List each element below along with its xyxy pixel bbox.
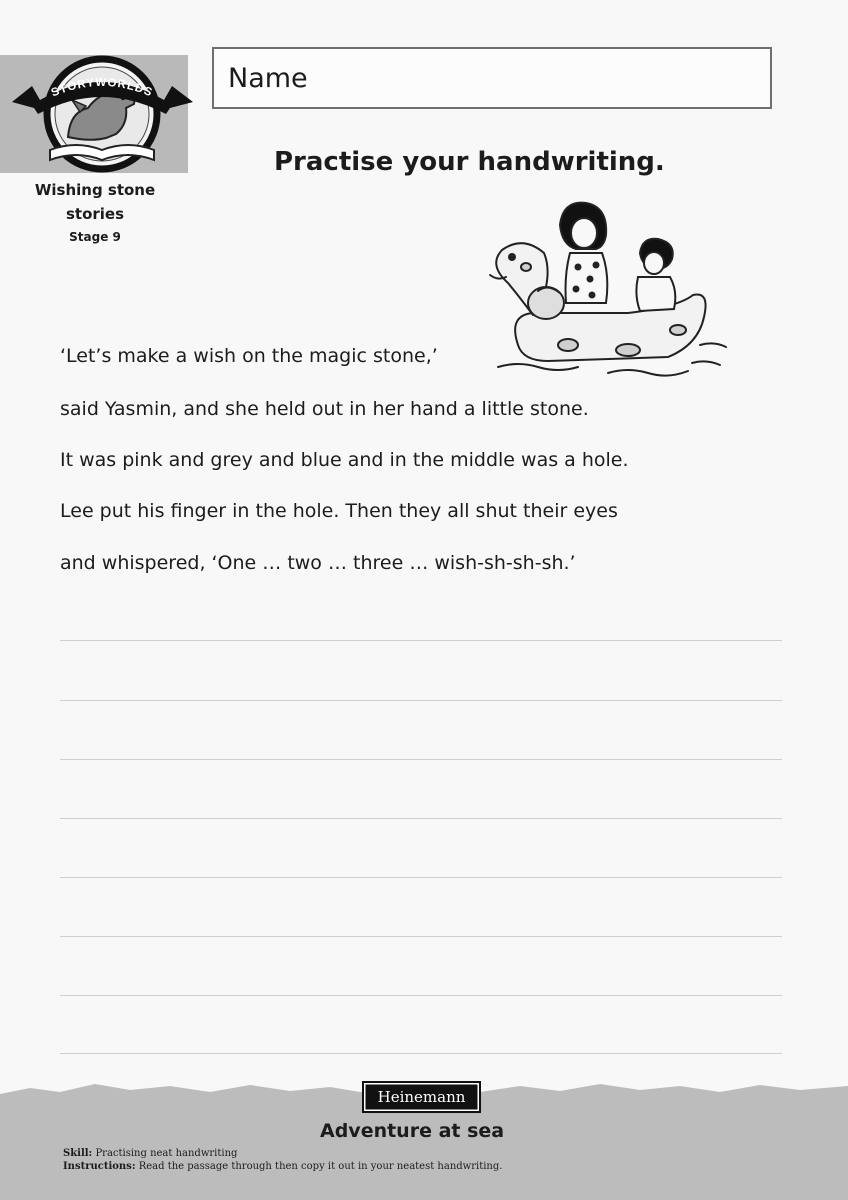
skill-note — [63, 1148, 237, 1159]
series-caption — [20, 178, 170, 248]
stage-label: Stage 9 — [69, 230, 121, 244]
writing-line[interactable] — [60, 1053, 782, 1054]
writing-line[interactable] — [60, 995, 782, 996]
skill-text: Practising neat handwriting — [95, 1148, 238, 1159]
writing-line[interactable] — [60, 936, 782, 937]
skill-label: Skill: — [63, 1148, 93, 1159]
children-on-inflatable-dragon-illustration — [478, 195, 733, 385]
series-title-line-2: stories — [65, 205, 125, 223]
instructions-text: Read the passage through then copy it out in your neatest handwriting. — [138, 1161, 503, 1172]
series-title-line-1: Wishing stone — [34, 181, 156, 199]
name-field[interactable] — [212, 47, 772, 109]
passage-line-3: It was pink and grey and blue and in the middle was a hole. — [60, 449, 629, 471]
instructions-note — [63, 1161, 502, 1172]
writing-line[interactable] — [60, 700, 782, 701]
dragon-emblem-icon — [10, 42, 195, 177]
instructions-label: Instructions: — [63, 1161, 136, 1172]
passage-line-1: ‘Let’s make a wish on the magic stone,’ — [60, 345, 438, 367]
writing-line[interactable] — [60, 818, 782, 819]
passage-line-4: Lee put his finger in the hole. Then they all shut their eyes — [60, 500, 618, 522]
writing-line[interactable] — [60, 759, 782, 760]
logo-brand-text: STORYWORLDS — [49, 76, 155, 100]
passage-line-2: said Yasmin, and she held out in her hand a little stone. — [60, 398, 589, 420]
book-title: Adventure at sea — [320, 1120, 505, 1142]
writing-line[interactable] — [60, 640, 782, 641]
writing-line[interactable] — [60, 877, 782, 878]
name-label: Name — [228, 63, 308, 94]
page-title: Practise your handwriting. — [274, 147, 665, 177]
passage-line-5: and whispered, ‘One … two … three … wish-sh-sh-sh.’ — [60, 552, 576, 574]
publisher-logo: Heinemann — [362, 1081, 481, 1113]
